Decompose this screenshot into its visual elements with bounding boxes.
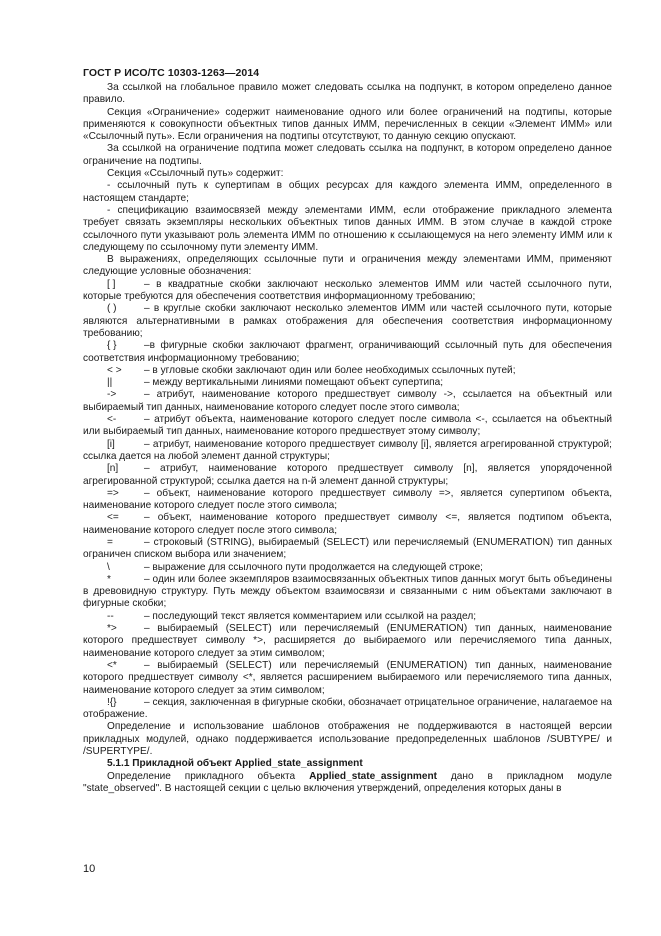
notation-item bbox=[83, 488, 612, 513]
notation-list bbox=[83, 279, 612, 722]
notation-description: – выбираемый (SELECT) или перечисляемый (ENUMERATION) тип данных, наименование которого предшествует символу <*, является расширением выбираемого или перечисляемого типа данных, наименование которого следует за этим символом; bbox=[83, 659, 612, 696]
notation-symbol: [i] bbox=[107, 438, 115, 450]
notation-description: – атрибут объекта, наименование которого следует после символа <-, ссылается на объектный или выбираемый тип данных, наименование которого предшествует этому символу; bbox=[83, 414, 612, 438]
notation-item bbox=[83, 340, 612, 365]
notation-description: – один или более экземпляров взаимосвязанных объектных типов данных могут быть объединены в древовидную структуру. Путь между объектом взаимосвязи и связанными с ним объектами заключают в фигурные скобки; bbox=[83, 573, 612, 610]
text-fragment: Определение прикладного объекта bbox=[107, 770, 310, 782]
paragraph: Секция «Ограничение» содержит наименование одного или более ограничений на подтипы, которые применяются к совокупности объектных типов данных ИММ, перечисленных в секции «Элемент ИММ» или «Ссылочный путь». Если ограничения на подтипы отсутствуют, то данную секцию опускают. bbox=[83, 106, 612, 143]
document-header: ГОСТ Р ИСО/ТС 10303-1263—2014 bbox=[83, 67, 260, 79]
notation-symbol: -> bbox=[107, 389, 117, 401]
list-item: - ссылочный путь к супертипам в общих ресурсах для каждого элемента ИММ, определенного в настоящем стандарте; bbox=[83, 180, 612, 204]
object-name: Applied_state_assignment bbox=[309, 770, 437, 782]
paragraph bbox=[83, 771, 612, 796]
notation-description: – объект, наименование которого предшествует символу =>, является супертипом объекта, наименование которого следует после этого символа; bbox=[83, 487, 612, 512]
notation-symbol: <- bbox=[107, 414, 117, 426]
notation-item bbox=[83, 303, 612, 340]
notation-symbol: * bbox=[107, 573, 111, 585]
page-number: 10 bbox=[83, 863, 96, 875]
notation-item bbox=[83, 697, 612, 722]
notation-description: – атрибут, наименование которого предшествует символу ->, ссылается на объектный или выбираемый тип данных, наименование которого следует после этого символа; bbox=[83, 389, 612, 413]
notation-description: – последующий текст является комментарием или ссылкой на раздел; bbox=[144, 610, 477, 622]
paragraph: Секция «Ссылочный путь» содержит: bbox=[107, 168, 284, 180]
notation-item bbox=[83, 279, 612, 304]
notation-item bbox=[83, 463, 612, 488]
notation-symbol: || bbox=[107, 377, 113, 389]
notation-symbol: <= bbox=[107, 512, 119, 524]
notation-description: – объект, наименование которого предшествует символу <=, является подтипом объекта, наименование которого следует после этого символа; bbox=[83, 512, 612, 536]
notation-symbol: <* bbox=[107, 659, 117, 671]
notation-description: – строковый (STRING), выбираемый (SELECT) или перечисляемый (ENUMERATION) тип данных ограничен списком выбора или значением; bbox=[83, 536, 612, 561]
notation-item bbox=[83, 611, 612, 623]
notation-description: – выражение для ссылочного пути продолжается на следующей строке; bbox=[144, 561, 483, 573]
page-body bbox=[83, 82, 612, 795]
notation-description: –в фигурные скобки заключают фрагмент, ограничивающий ссылочный путь для обеспечения соответствия информационному требованию; bbox=[83, 340, 612, 364]
notation-symbol: !{} bbox=[107, 696, 117, 708]
notation-description: – атрибут, наименование которого предшествует символу [i], является агрегированной структурой; ссылка дается на любой элемент данной структуры; bbox=[83, 438, 612, 462]
notation-description: – между вертикальными линиями помещают объект супертипа; bbox=[144, 377, 444, 389]
text-fragment: дано в прикладном модуле "state_observed". В настоящей секции с целью включения утверждений, определения которых даны в bbox=[83, 770, 612, 794]
notation-item bbox=[83, 389, 612, 414]
notation-item bbox=[83, 414, 612, 439]
paragraph: Определение и использование шаблонов отображения не поддерживаются в настоящей версии прикладных модулей, однако поддерживается использование предопределенных шаблонов /SUBTYPE/ и /SUPERTYPE/. bbox=[83, 721, 612, 758]
notation-symbol: *> bbox=[107, 623, 117, 635]
notation-item bbox=[83, 512, 612, 537]
notation-item bbox=[83, 439, 612, 464]
section-title: 5.1.1 Прикладной объект Applied_state_assignment bbox=[107, 758, 363, 770]
notation-description: – секция, заключенная в фигурные скобки, обозначает отрицательное ограничение, налагаемое на отображение. bbox=[83, 696, 612, 721]
paragraph: За ссылкой на ограничение подтипа может следовать ссылка на подпункт, в котором определено данное ограничение на подтипы. bbox=[83, 143, 612, 167]
paragraph: За ссылкой на глобальное правило может следовать ссылка на подпункт, в котором определено данное правило. bbox=[83, 82, 612, 106]
notation-item bbox=[83, 574, 612, 611]
notation-item bbox=[83, 537, 612, 562]
notation-item bbox=[83, 377, 612, 389]
notation-description: – атрибут, наименование которого предшествует символу [n], является упорядоченной агрегированной структурой; ссылка дается на n-й элемент данной структуры; bbox=[83, 463, 612, 487]
notation-description: – выбираемый (SELECT) или перечисляемый (ENUMERATION) тип данных, наименование которого предшествует символу *>, расширяется до выбираемого или перечисляемого типа данных, наименование которого следует за этим символом; bbox=[83, 623, 612, 659]
notation-symbol: < > bbox=[107, 364, 122, 376]
notation-symbol: [ ] bbox=[107, 278, 116, 290]
notation-symbol: { } bbox=[107, 340, 117, 352]
paragraph: В выражениях, определяющих ссылочные пути и ограничения между элементами ИММ, применяют следующие условные обозначения: bbox=[83, 254, 612, 278]
notation-symbol: = bbox=[107, 536, 113, 548]
notation-description: – в угловые скобки заключают один или более необходимых ссылочных путей; bbox=[144, 364, 516, 376]
notation-description: – в квадратные скобки заключают несколько элементов ИММ или частей ссылочного пути, которые требуются для обеспечения соответствия информационному требованию; bbox=[83, 278, 612, 303]
notation-item bbox=[83, 623, 612, 660]
notation-symbol: [n] bbox=[107, 463, 119, 475]
notation-symbol: => bbox=[107, 487, 119, 499]
notation-symbol: \ bbox=[107, 561, 110, 573]
list-item: - спецификацию взаимосвязей между элементами ИММ, если отображение прикладного элемента требует связать экземпляры нескольких объектных типов данных ИММ. В этом случае в каждой строке ссылочного пути указывают роль элемента ИММ по отношению к ссылающемуся на него элементу ИММ или к следующему по ссылочному пути элементу ИММ. bbox=[83, 204, 612, 253]
notation-item bbox=[83, 660, 612, 697]
notation-item bbox=[83, 365, 612, 377]
notation-item bbox=[83, 562, 612, 574]
notation-symbol: -- bbox=[107, 610, 114, 622]
notation-description: – в круглые скобки заключают несколько элементов ИММ или частей ссылочного пути, которые являются альтернативными в рамках отображения для обеспечения соответствия информационному требованию; bbox=[83, 303, 612, 339]
notation-symbol: ( ) bbox=[107, 303, 117, 315]
